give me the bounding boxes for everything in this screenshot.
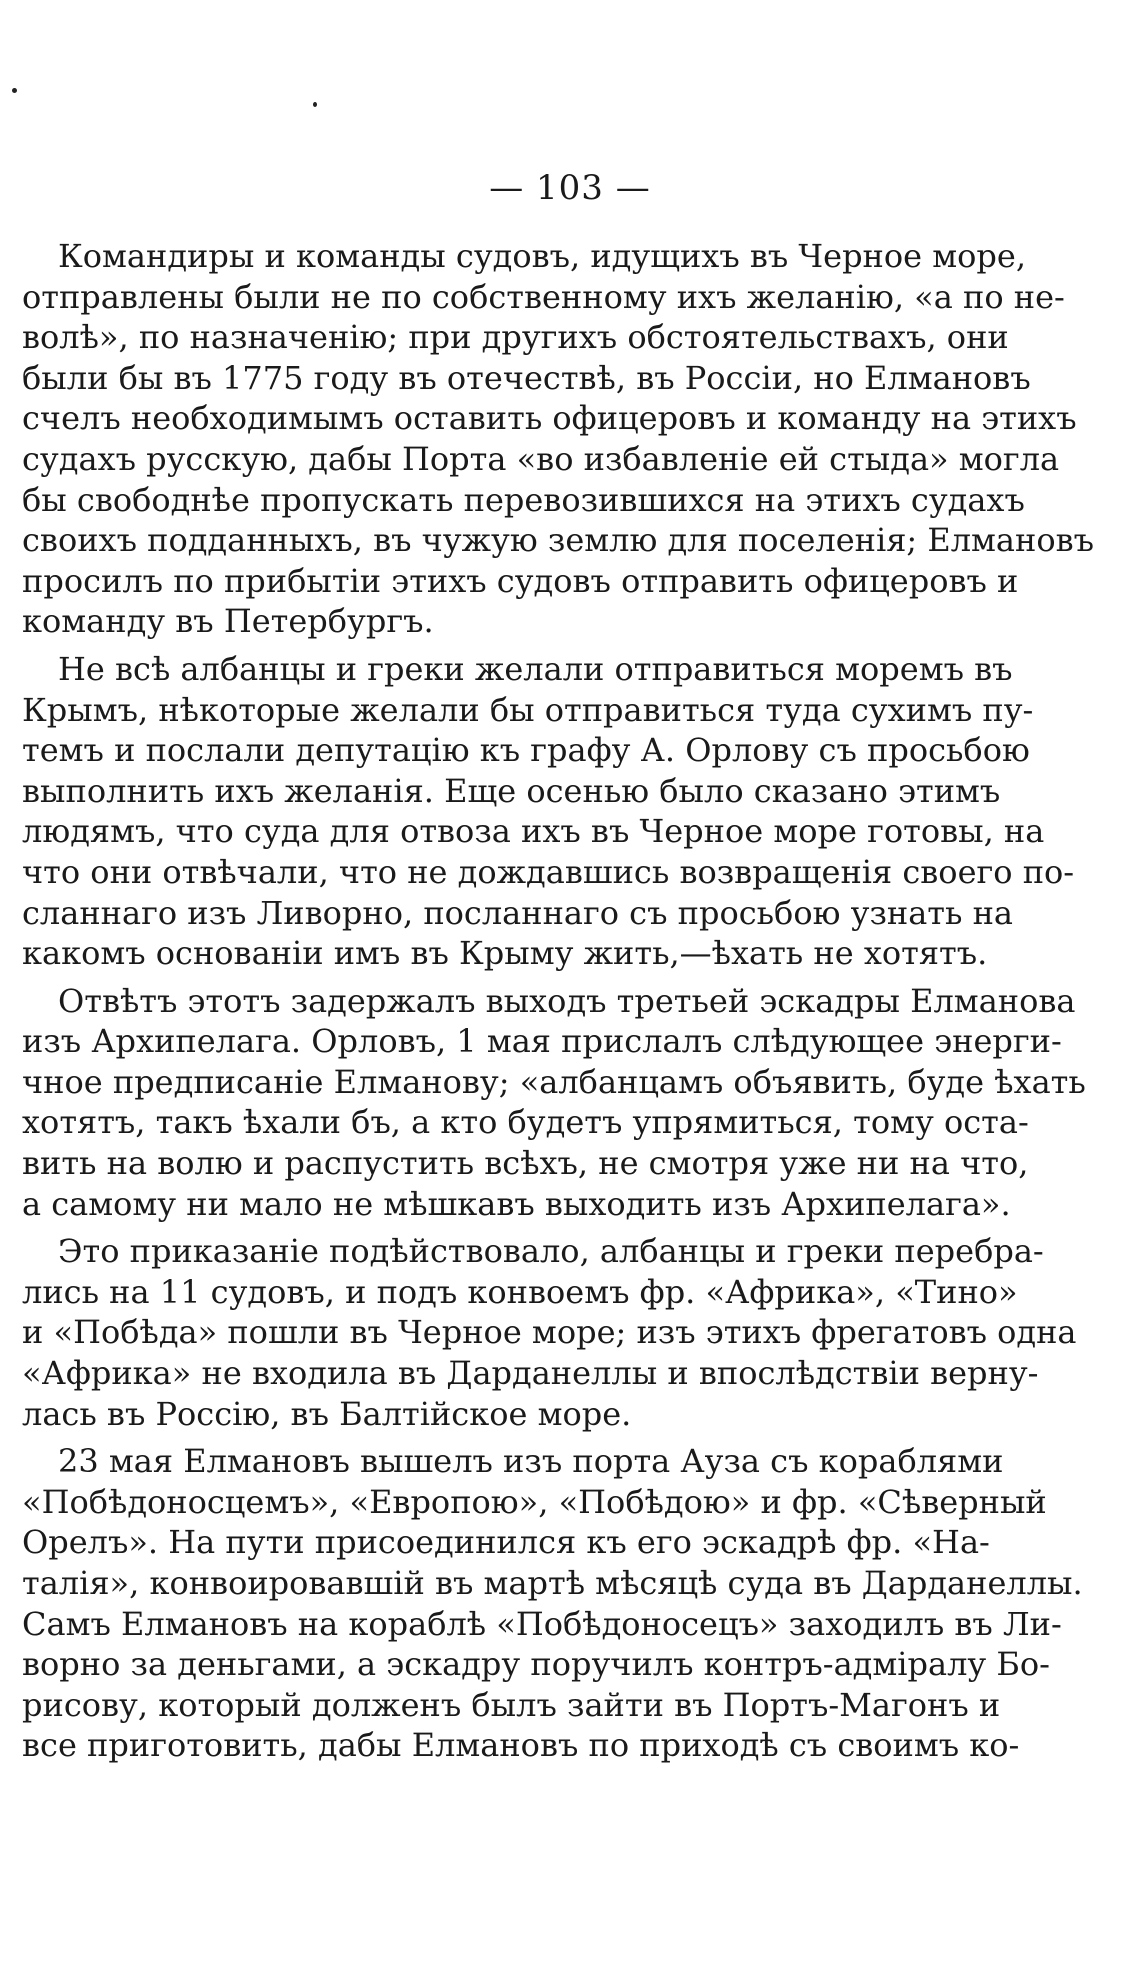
- text-line: Это приказаніе подѣйствовало, албанцы и греки перебра-: [58, 1232, 1044, 1271]
- paragraph-gap: [22, 1224, 984, 1231]
- print-speck-left: [12, 88, 17, 93]
- text-line: «Побѣдоносцемъ», «Европою», «Побѣдою» и фр. «Сѣверный: [22, 1482, 1047, 1521]
- text-line: лась въ Россію, въ Балтійское море.: [22, 1394, 632, 1433]
- text-line: талія», конвоировавшій въ мартѣ мѣсяцѣ суда въ Дарданеллы.: [22, 1564, 1083, 1602]
- text-line: Крымъ, нѣкоторые желали бы отправиться туда сухимъ пу-: [22, 690, 1034, 729]
- text-line: сланнаго изъ Ливорно, посланнаго съ просьбою узнать на: [22, 893, 1013, 932]
- paragraph-gap: [22, 974, 984, 981]
- print-speck-top: [313, 102, 317, 107]
- text-line: были бы въ 1775 году въ отечествѣ, въ Россіи, но Елмановъ: [22, 358, 1031, 397]
- text-line: волѣ», по назначенію; при другихъ обстоятельствахъ, они: [22, 318, 1009, 357]
- text-line: какомъ основаніи имъ въ Крыму жить,—ѣхать не хотятъ.: [22, 934, 988, 973]
- text-line: выполнить ихъ желанія. Еще осенью было сказано этимъ: [22, 771, 1001, 810]
- text-line: что они отвѣчали, что не дождавшись возвращенія своего по-: [22, 852, 1075, 891]
- text-line: хотятъ, такъ ѣхали бъ, а кто будетъ упрямиться, тому оста-: [22, 1103, 1029, 1142]
- paragraph: [22, 1231, 1077, 1434]
- paragraph: [22, 236, 1094, 642]
- text-line: судахъ русскую, дабы Порта «во избавленіе ей стыда» могла: [22, 439, 1060, 478]
- page-number: — 103 —: [489, 168, 651, 208]
- text-line: «Африка» не входила въ Дарданеллы и впослѣдствіи верну-: [22, 1354, 1039, 1393]
- text-line: Командиры и команды судовъ, идущихъ въ Черное море,: [58, 237, 1026, 275]
- text-line: и «Побѣда» пошли въ Черное море; изъ этихъ фрегатовъ одна: [22, 1313, 1077, 1352]
- text-line: счелъ необходимымъ оставить офицеровъ и команду на этихъ: [22, 399, 1077, 438]
- text-line: просилъ по прибытіи этихъ судовъ отправить офицеровъ и: [22, 561, 1019, 600]
- text-line: а самому ни мало не мѣшкавъ выходить изъ Архипелага».: [22, 1184, 1011, 1223]
- text-line: Не всѣ албанцы и греки желали отправиться моремъ въ: [58, 649, 1013, 688]
- paragraph-gap: [22, 1434, 984, 1441]
- paragraph-gap: [22, 642, 984, 649]
- paragraph: [22, 981, 1086, 1225]
- text-line: темъ и послали депутацію къ графу А. Орлову съ просьбою: [22, 731, 1030, 770]
- text-line: вить на волю и распустить всѣхъ, не смотря уже ни на что,: [22, 1144, 1029, 1183]
- body-text: [22, 236, 1094, 1766]
- text-line: изъ Архипелага. Орловъ, 1 мая прислалъ слѣдующее энерги-: [22, 1022, 1062, 1061]
- text-line: лись на 11 судовъ, и подъ конвоемъ фр. «Африка», «Тино»: [22, 1272, 1018, 1311]
- text-line: 23 мая Елмановъ вышелъ изъ порта Ауза съ кораблями: [58, 1442, 1004, 1481]
- text-line: Орелъ». На пути присоединился къ его эскадрѣ фр. «На-: [22, 1523, 990, 1562]
- text-line: чное предписаніе Елманову; «албанцамъ объявить, буде ѣхать: [22, 1062, 1086, 1101]
- text-line: команду въ Петербургъ.: [22, 602, 434, 641]
- text-line: людямъ, что суда для отвоза ихъ въ Черное море готовы, на: [22, 812, 1045, 851]
- text-line: все приготовить, дабы Елмановъ по приходѣ съ своимъ ко-: [22, 1726, 1020, 1765]
- paragraph: [22, 1441, 1083, 1766]
- text-line: Самъ Елмановъ на кораблѣ «Побѣдоносецъ» заходилъ въ Ли-: [22, 1604, 1062, 1643]
- text-line: рисову, который долженъ былъ зайти въ Портъ-Магонъ и: [22, 1685, 1001, 1724]
- text-line: бы свободнѣе пропускать перевозившихся на этихъ судахъ: [22, 480, 1025, 519]
- text-line: отправлены были не по собственному ихъ желанію, «а по не-: [22, 277, 1065, 316]
- text-line: ворно за деньгами, а эскадру поручилъ контръ-адміралу Бо-: [22, 1645, 1050, 1684]
- text-line: Отвѣтъ этотъ задержалъ выходъ третьей эскадры Елманова: [58, 981, 1076, 1020]
- paragraph: [22, 649, 1075, 974]
- text-line: своихъ подданныхъ, въ чужую землю для поселенія; Елмановъ: [22, 521, 1094, 560]
